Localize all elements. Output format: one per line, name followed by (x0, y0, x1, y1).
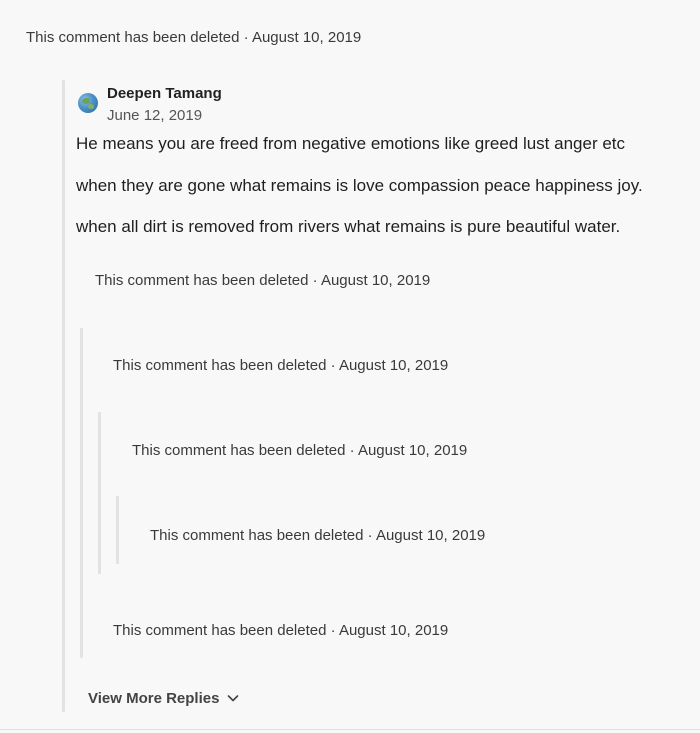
view-more-replies-button[interactable] (88, 690, 239, 707)
comment-date: June 12, 2019 (107, 107, 203, 124)
chevron-down-icon (227, 691, 239, 703)
bottom-divider (0, 729, 700, 730)
thread-line-level-2 (80, 328, 83, 658)
deleted-reply-2: This comment has been deleted · August 10, 2019 (113, 357, 449, 374)
thread-line-level-4 (116, 496, 119, 564)
thread-line-level-3 (98, 412, 101, 574)
deleted-reply-5: This comment has been deleted · August 10, 2019 (113, 622, 449, 639)
comment-author[interactable]: Deepen Tamang (107, 85, 222, 102)
comment-text-line-3: when all dirt is removed from rivers what remains is pure beautiful water. (76, 217, 621, 236)
deleted-reply-1: This comment has been deleted · August 10, 2019 (95, 272, 431, 289)
deleted-comment-top: This comment has been deleted · August 10, 2019 (26, 29, 362, 46)
deleted-reply-4: This comment has been deleted · August 10, 2019 (150, 527, 486, 544)
avatar-globe-icon[interactable] (78, 93, 98, 113)
comment-text-line-2: when they are gone what remains is love compassion peace happiness joy. (76, 176, 643, 195)
deleted-reply-3: This comment has been deleted · August 10, 2019 (132, 442, 468, 459)
view-more-replies-label: View More Replies (88, 690, 220, 707)
comment-text-line-1: He means you are freed from negative emotions like greed lust anger etc (76, 134, 626, 153)
thread-line-level-1 (62, 80, 65, 712)
